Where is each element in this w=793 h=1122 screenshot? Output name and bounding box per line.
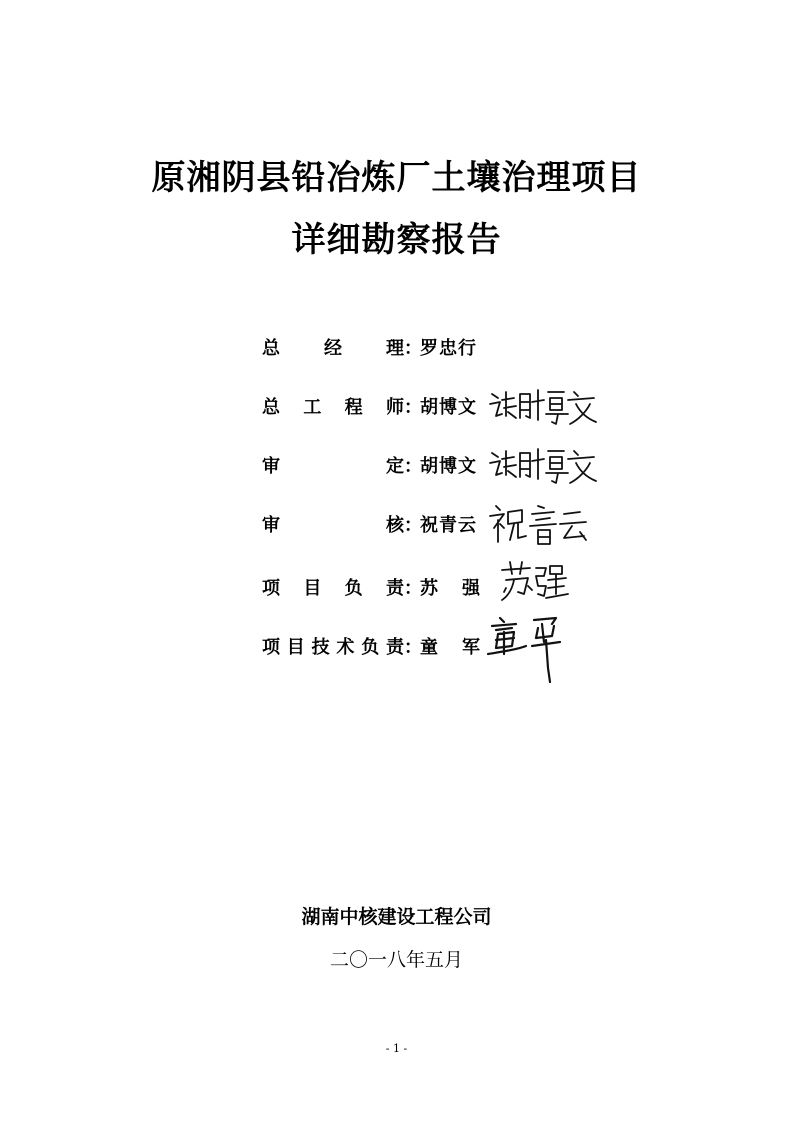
signatory-name: 祝青云 bbox=[420, 515, 477, 536]
handwritten-signature bbox=[486, 612, 576, 686]
handwritten-signature bbox=[488, 384, 600, 428]
signatory-row-general-manager: 总 经 理 ： 罗忠行 bbox=[262, 330, 477, 364]
handwritten-signature bbox=[488, 443, 600, 487]
role-label: 总 经 理 bbox=[262, 338, 404, 359]
company-name: 湖南中核建设工程公司 bbox=[301, 906, 492, 928]
signatory-row-chief-engineer: 总 工 程 师 ： 胡博文 bbox=[262, 389, 477, 423]
document-title-line1: 原湘阴县铅冶炼厂土壤治理项目 bbox=[151, 158, 642, 198]
role-label: 项 目 技 术 负 责 bbox=[262, 637, 404, 658]
page-number: - 1 - bbox=[385, 1042, 408, 1055]
signatory-row-reviewer: 审 核 ： 祝青云 bbox=[262, 507, 477, 541]
signatory-name: 苏强 bbox=[420, 578, 504, 599]
signatory-row-technical-lead: 项 目 技 术 负 责 ： 童军 bbox=[262, 629, 504, 663]
report-date: 二〇一八年五月 bbox=[329, 949, 463, 971]
document-title-line2: 详细勘察报告 bbox=[291, 220, 502, 260]
signatory-row-project-lead: 项 目 负 责 ： 苏强 bbox=[262, 570, 504, 604]
signatory-name: 胡博文 bbox=[420, 456, 477, 477]
signatory-name: 胡博文 bbox=[420, 397, 477, 418]
signatory-name: 童军 bbox=[420, 637, 504, 658]
handwritten-signature bbox=[488, 500, 592, 548]
signatory-row-approver: 审 定 ： 胡博文 bbox=[262, 448, 477, 482]
role-label: 审 核 bbox=[262, 515, 404, 536]
role-label: 总 工 程 师 bbox=[262, 397, 404, 418]
signatory-name: 罗忠行 bbox=[420, 338, 477, 359]
role-label: 项 目 负 责 bbox=[262, 578, 404, 599]
handwritten-signature bbox=[500, 560, 572, 606]
role-label: 审 定 bbox=[262, 456, 404, 477]
